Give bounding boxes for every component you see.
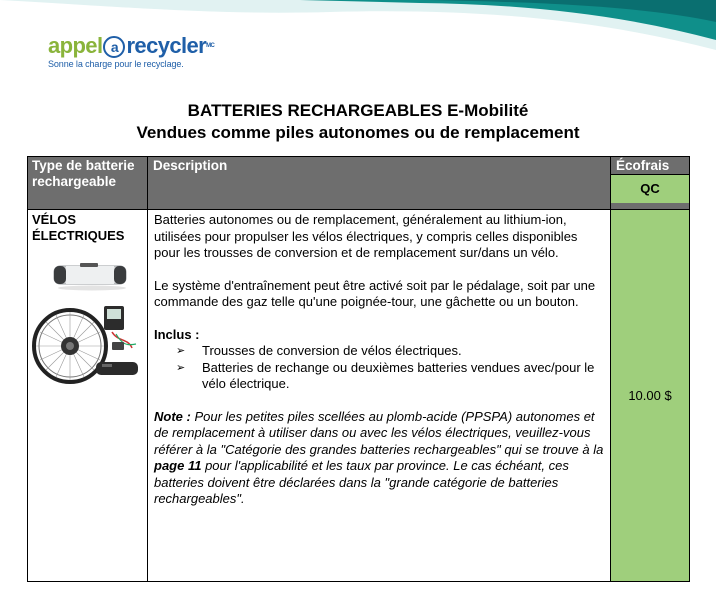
arrow-bullet-icon: ➢ [176, 361, 186, 374]
logo-word-recycler: recycler [126, 33, 207, 58]
list-item-text: Batteries de rechange ou deuxièmes batteries vendues avec/pour le vélo électrique. [202, 359, 595, 391]
logo-wordmark [48, 34, 214, 58]
logo-tagline: Sonne la charge pour le recyclage. [48, 59, 184, 69]
logo-trademark: MC [206, 43, 215, 49]
list-item [154, 360, 604, 393]
note-label: Note : [154, 408, 191, 424]
description-cell [148, 210, 611, 582]
inclus-list [154, 343, 604, 393]
note-page-reference: page 11 [154, 458, 202, 473]
table-row [28, 210, 690, 582]
note-text-part-2: pour l'applicabilité et les taux par province. Le cas échéant, ces batteries doivent être déclarées dans la "grande catégorie de batteries rechargeables". [154, 458, 569, 506]
fee-table [27, 156, 690, 582]
arrow-bullet-icon: ➢ [176, 345, 186, 357]
inclus-label: Inclus : [154, 326, 200, 342]
product-images [32, 258, 143, 390]
page-title: BATTERIES RECHARGEABLES E-Mobilité [187, 101, 529, 120]
brand-logo [48, 34, 214, 69]
table-header-row [28, 157, 690, 210]
ebike-kit-image [32, 298, 142, 390]
logo-word-appel: appel [48, 33, 103, 58]
header-ecofrais-label: Écofrais [611, 157, 689, 175]
header-type: Type de batterie rechargeable [28, 157, 148, 210]
description-paragraph-1: Batteries autonomes ou de remplacement, généralement au lithium-ion, utilisées pour propulser les vélos électriques, y compris celles disponibles pour les trousses de conversion et de remplacement sur/dans un vélo. [154, 212, 578, 260]
header-description: Description [148, 157, 611, 210]
header-ecofrais [611, 157, 690, 210]
type-cell [28, 210, 148, 582]
note-text-part-1: Pour les petites piles scellées au plomb-acide (PPSPA) autonomes et de remplacement à utiliser dans ou avec les vélos électriques, veuillez-vous référer à la "Catégorie des grandes batteries rechargeables" qui se trouve à la [154, 408, 604, 457]
header-province-qc: QC [611, 175, 689, 203]
note-paragraph [154, 409, 604, 508]
battery-type: VÉLOS ÉLECTRIQUES [32, 212, 125, 243]
list-item [154, 343, 604, 360]
logo-circle-a: a [103, 36, 125, 58]
battery-pack-image [52, 258, 132, 292]
page-subtitle: Vendues comme piles autonomes ou de remplacement [136, 123, 580, 142]
ecofrais-price: 10.00 $ [611, 210, 690, 582]
list-item-text: Trousses de conversion de vélos électriques. [202, 343, 462, 358]
description-paragraph-2: Le système d'entraînement peut être activé soit par le pédalage, soit par une commande des gaz telle qu'une poignée-tour, une gâchette ou un bouton. [154, 277, 596, 309]
